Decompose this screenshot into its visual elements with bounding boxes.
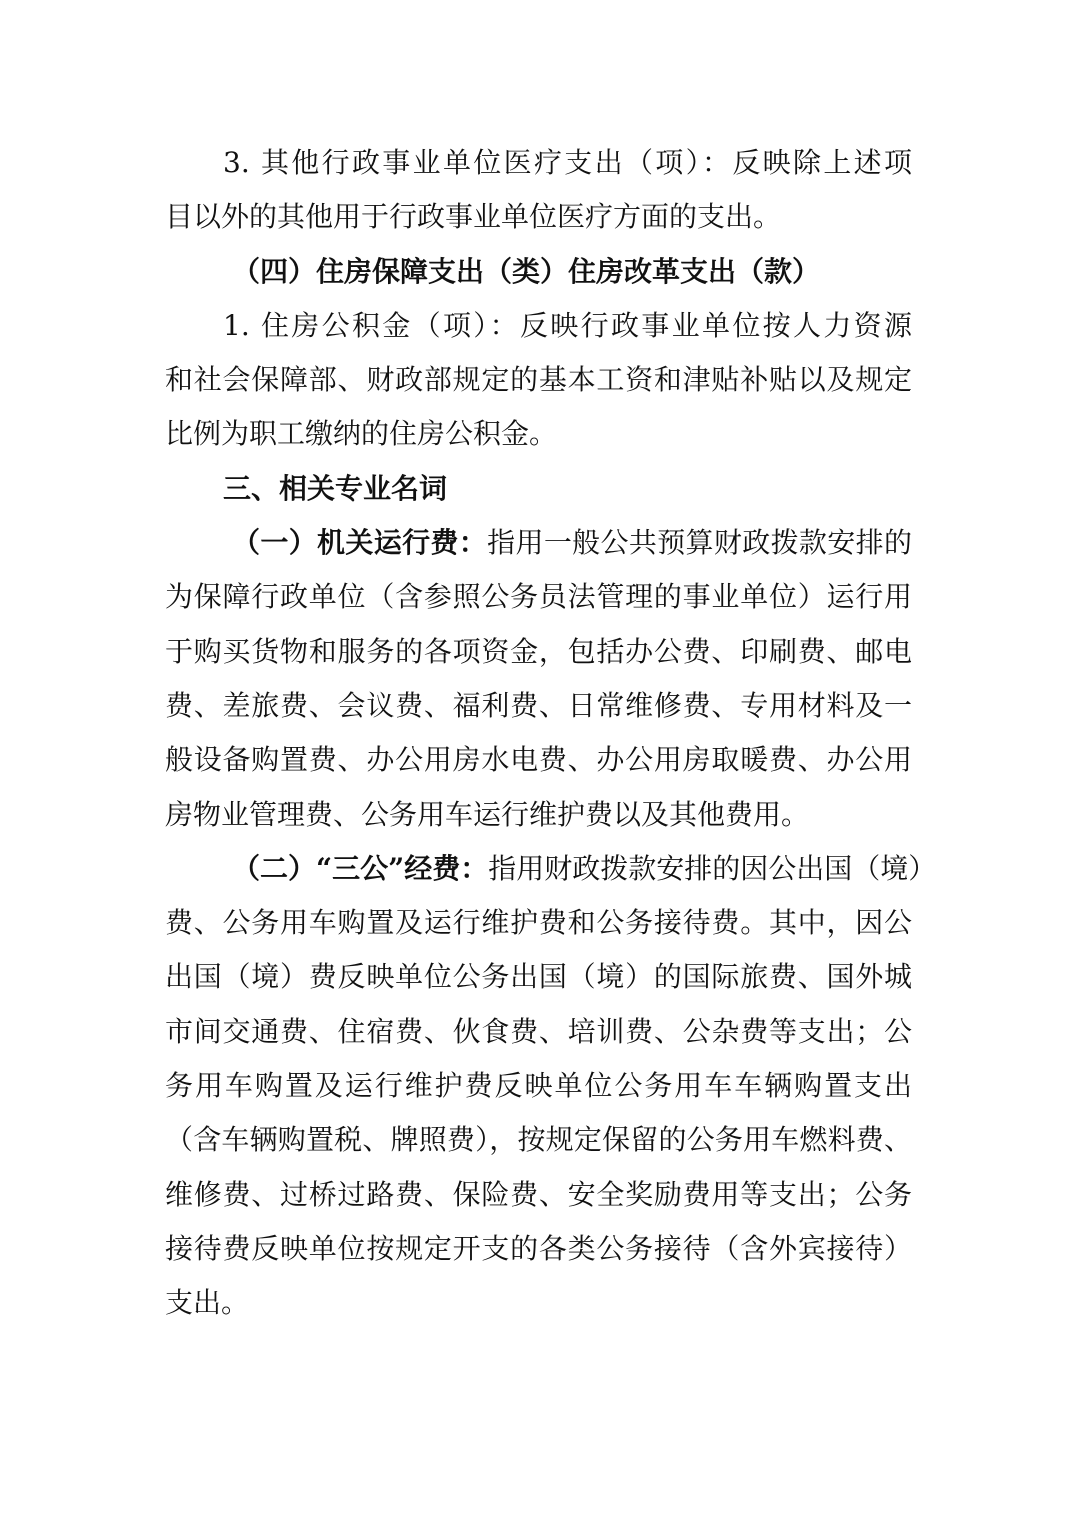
line-text: 出国（境）费反映单位公务出国（境）的国际旅费、国外城 <box>165 960 912 994</box>
bold-heading: （一）机关运行费： <box>232 526 488 560</box>
text-line <box>165 353 912 407</box>
text-line <box>165 462 912 516</box>
text-line <box>165 842 937 896</box>
bold-heading: （四）住房保障支出（类）住房改革支出（款） <box>232 254 821 288</box>
line-text: 指用一般公共预算财政拨款安排的 <box>487 526 912 560</box>
text-line <box>165 245 912 299</box>
line-text: （含车辆购置税、牌照费），按规定保留的公务用车燃料费、 <box>165 1123 912 1157</box>
text-line <box>165 788 912 842</box>
text-line <box>165 950 912 1004</box>
text-line <box>165 299 912 353</box>
text-line <box>165 1276 912 1330</box>
text-line <box>165 896 912 950</box>
text-line <box>165 1005 912 1059</box>
line-text: 指用财政拨款安排的因公出国（境） <box>488 851 937 885</box>
line-text: 费、差旅费、会议费、福利费、日常维修费、专用材料及一 <box>165 688 912 722</box>
line-text: 接待费反映单位按规定开支的各类公务接待（含外宾接待） <box>165 1231 912 1265</box>
text-line <box>165 1059 912 1113</box>
line-text: 1. 住房公积金（项）：反映行政事业单位按人力资源 <box>223 308 912 342</box>
line-text: 目以外的其他用于行政事业单位医疗方面的支出。 <box>165 200 782 234</box>
line-text: 支出。 <box>165 1286 250 1320</box>
line-text: 3. 其他行政事业单位医疗支出（项）：反映除上述项 <box>223 146 912 179</box>
document-body <box>165 136 937 1331</box>
text-line <box>165 1113 912 1167</box>
line-text: 维修费、过桥过路费、保险费、安全奖励费用等支出；公务 <box>165 1177 912 1211</box>
bold-heading: 三、相关专业名词 <box>223 471 448 505</box>
text-line <box>165 516 912 570</box>
line-text: 务用车购置及运行维护费反映单位公务用车车辆购置支出 <box>165 1069 912 1103</box>
line-text: 于购买货物和服务的各项资金，包括办公费、印刷费、邮电 <box>165 634 912 668</box>
line-text: 市间交通费、住宿费、伙食费、培训费、公杂费等支出；公 <box>165 1014 912 1048</box>
line-text: 比例为职工缴纳的住房公积金。 <box>165 417 558 451</box>
text-line <box>165 1222 912 1276</box>
text-line <box>165 679 912 733</box>
line-text: 为保障行政单位（含参照公务员法管理的事业单位）运行用 <box>165 580 912 614</box>
text-line <box>165 190 912 244</box>
text-line <box>165 407 912 461</box>
line-text: 房物业管理费、公务用车运行维护费以及其他费用。 <box>165 797 810 831</box>
text-line <box>165 570 912 624</box>
line-text: 费、公务用车购置及运行维护费和公务接待费。其中，因公 <box>165 906 912 940</box>
line-text: 般设备购置费、办公用房水电费、办公用房取暖费、办公用 <box>165 743 912 777</box>
bold-heading: （二）“三公”经费： <box>232 851 489 885</box>
line-text: 和社会保障部、财政部规定的基本工资和津贴补贴以及规定 <box>165 363 912 397</box>
text-line <box>165 136 912 190</box>
text-line <box>165 1168 912 1222</box>
text-line <box>165 625 912 679</box>
text-line <box>165 733 912 787</box>
